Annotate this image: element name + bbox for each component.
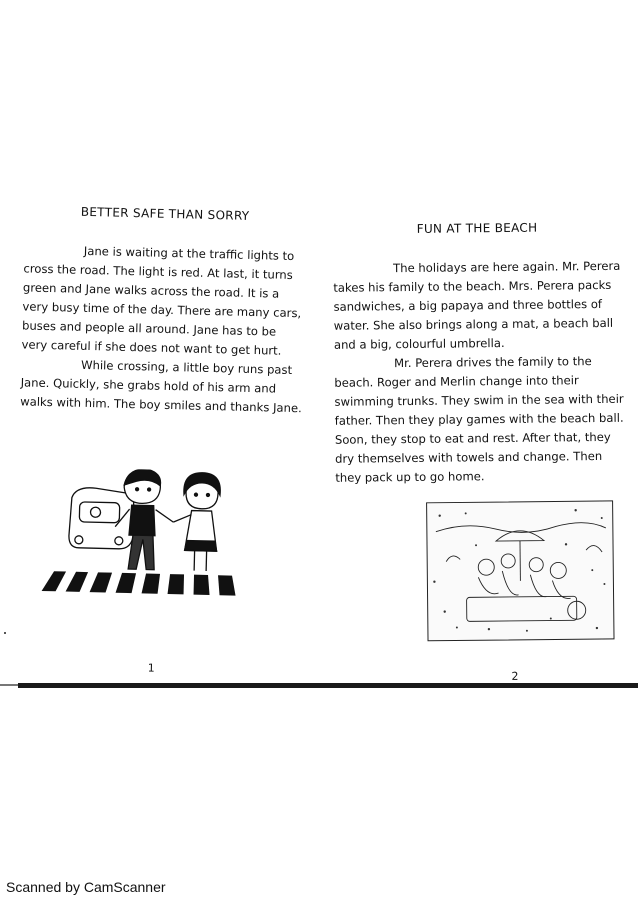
page-edge-line [0, 684, 18, 686]
right-paragraph-2: Mr. Perera drives the family to the beach. Roger and Merlin change into their swimming trunks. They swim in the sea with their father. Then they play games with the beach ball. Soon, they stop to eat and rest. After that, they dry themselves with towels and change. Then they pack up to go home. [334, 354, 624, 485]
right-page-title: FUN AT THE BEACH [416, 220, 538, 236]
left-page-title: BETTER SAFE THAN SORRY [80, 204, 250, 223]
girl-drawing [172, 472, 221, 571]
crossing-illustration [33, 467, 251, 602]
left-paragraph-1: Jane is waiting at the traffic lights to cross the road. The light is red. At last, it turns green and Jane walks across the road. It is a very busy time of the day. There are many cars, buses and people all around. Jane has to be very careful if she does not want to get hurt. [21, 243, 302, 358]
left-page-body [20, 240, 307, 418]
scanner-watermark: Scanned by CamScanner [6, 879, 166, 895]
scan-speck [4, 632, 6, 634]
right-page-body [333, 257, 625, 488]
book-bottom-edge [18, 683, 638, 688]
right-paragraph-1: The holidays are here again. Mr. Perera takes his family to the beach. Mrs. Perera packs sandwiches, a big papaya and three bottles of water. She also brings along a mat, a beach ball and a big, colourful umbrella. [333, 258, 621, 352]
right-page-number: 2 [511, 669, 519, 683]
zebra-crossing [42, 571, 236, 596]
beach-illustration [426, 500, 615, 642]
left-page [0, 0, 328, 694]
left-paragraph-2: While crossing, a little boy runs past Jane. Quickly, she grabs hold of his arm and walks with him. The boy smiles and thanks Jane. [20, 357, 302, 416]
car-drawing [69, 487, 134, 549]
boy-drawing [114, 469, 174, 571]
left-page-number: 1 [147, 661, 155, 675]
right-page [316, 2, 638, 695]
